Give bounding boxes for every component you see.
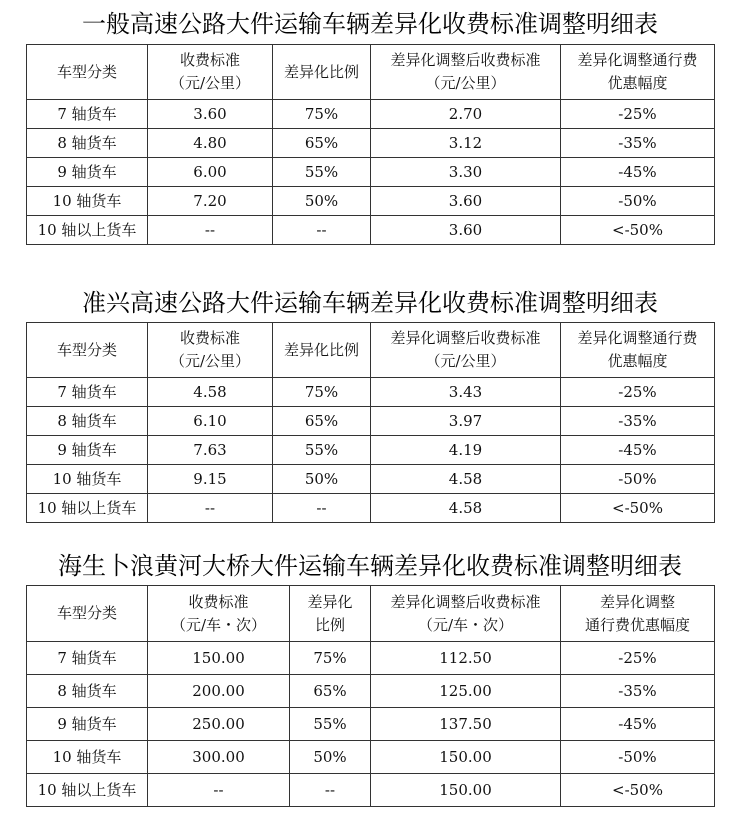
table-cell: 150.00 <box>148 642 290 675</box>
table-cell: 10 轴以上货车 <box>27 216 148 245</box>
table-cell: 7 轴货车 <box>27 100 148 129</box>
table-cell: 65% <box>290 675 371 708</box>
table-cell: 65% <box>273 129 371 158</box>
table-cell: 3.97 <box>371 407 561 436</box>
header-row <box>27 586 715 642</box>
table-cell: 3.30 <box>371 158 561 187</box>
table-cell: 300.00 <box>148 741 290 774</box>
table-cell: -- <box>273 216 371 245</box>
table-cell: -35% <box>561 407 715 436</box>
title-1: 一般高速公路大件运输车辆差异化收费标准调整明细表 <box>82 10 658 38</box>
title-3: 海生卜浪黄河大桥大件运输车辆差异化收费标准调整明细表 <box>58 552 682 580</box>
table-row <box>27 774 715 807</box>
table-cell: 55% <box>290 708 371 741</box>
table-cell: 9 轴货车 <box>27 158 148 187</box>
table-cell: -25% <box>561 378 715 407</box>
table-cell: 7.63 <box>148 436 273 465</box>
header-cell: 差异化调整后收费标准 （元/车・次） <box>371 586 561 642</box>
table-row <box>27 378 715 407</box>
header-cell: 差异化比例 <box>273 323 371 378</box>
header-cell: 差异化调整 通行费优惠幅度 <box>561 586 715 642</box>
table-row <box>27 494 715 523</box>
header-cell: 差异化比例 <box>273 45 371 100</box>
table-row <box>27 129 715 158</box>
table-cell: -50% <box>561 465 715 494</box>
title-2: 准兴高速公路大件运输车辆差异化收费标准调整明细表 <box>82 289 658 317</box>
header-cell: 车型分类 <box>27 45 148 100</box>
table-row <box>27 407 715 436</box>
header-cell: 差异化调整通行费 优惠幅度 <box>561 45 715 100</box>
table-cell: 4.19 <box>371 436 561 465</box>
table-cell: 4.58 <box>371 465 561 494</box>
table-cell: 55% <box>273 436 371 465</box>
table-cell: 250.00 <box>148 708 290 741</box>
table-cell: 3.60 <box>148 100 273 129</box>
table-cell: -25% <box>561 642 715 675</box>
header-cell: 收费标准 （元/公里） <box>148 45 273 100</box>
table-row <box>27 216 715 245</box>
table-cell: -35% <box>561 129 715 158</box>
table-cell: 50% <box>290 741 371 774</box>
table-row <box>27 100 715 129</box>
table-cell: 10 轴以上货车 <box>27 774 148 807</box>
table-cell: 50% <box>273 187 371 216</box>
header-row <box>27 323 715 378</box>
fee-table-1 <box>26 44 715 245</box>
table-cell: 8 轴货车 <box>27 129 148 158</box>
table-cell: -- <box>148 774 290 807</box>
table-cell: 3.43 <box>371 378 561 407</box>
table-cell: -25% <box>561 100 715 129</box>
table-cell: 55% <box>273 158 371 187</box>
table-cell: -45% <box>561 158 715 187</box>
table-cell: 6.10 <box>148 407 273 436</box>
table-cell: 10 轴以上货车 <box>27 494 148 523</box>
table-cell: -45% <box>561 436 715 465</box>
header-cell: 差异化 比例 <box>290 586 371 642</box>
table-cell: 7 轴货车 <box>27 378 148 407</box>
table-cell: 150.00 <box>371 774 561 807</box>
table-cell: 125.00 <box>371 675 561 708</box>
header-row <box>27 45 715 100</box>
table-row <box>27 158 715 187</box>
header-cell: 收费标准 （元/公里） <box>148 323 273 378</box>
table-cell: 4.58 <box>371 494 561 523</box>
header-cell: 车型分类 <box>27 586 148 642</box>
table-cell: -35% <box>561 675 715 708</box>
table-row <box>27 708 715 741</box>
header-cell: 差异化调整后收费标准 （元/公里） <box>371 45 561 100</box>
table-cell: 75% <box>273 378 371 407</box>
table-row <box>27 187 715 216</box>
table-cell: -- <box>290 774 371 807</box>
table-row <box>27 465 715 494</box>
table-cell: 10 轴货车 <box>27 187 148 216</box>
table-cell: 9.15 <box>148 465 273 494</box>
table-cell: 6.00 <box>148 158 273 187</box>
table-cell: 8 轴货车 <box>27 407 148 436</box>
table-cell: 3.12 <box>371 129 561 158</box>
table-cell: 75% <box>290 642 371 675</box>
table-row <box>27 436 715 465</box>
table-cell: 112.50 <box>371 642 561 675</box>
table-cell: -50% <box>561 741 715 774</box>
table-cell: -- <box>148 494 273 523</box>
table-row <box>27 642 715 675</box>
table-cell: -45% <box>561 708 715 741</box>
table-cell: 75% <box>273 100 371 129</box>
table-cell: 150.00 <box>371 741 561 774</box>
table-cell: 3.60 <box>371 187 561 216</box>
table-cell: 4.58 <box>148 378 273 407</box>
table-cell: 7 轴货车 <box>27 642 148 675</box>
header-cell: 差异化调整通行费 优惠幅度 <box>561 323 715 378</box>
table-cell: 9 轴货车 <box>27 708 148 741</box>
table-cell: -50% <box>561 187 715 216</box>
table-cell: 9 轴货车 <box>27 436 148 465</box>
table-cell: -- <box>148 216 273 245</box>
table-cell: 8 轴货车 <box>27 675 148 708</box>
table-cell: <-50% <box>561 774 715 807</box>
table-cell: 10 轴货车 <box>27 741 148 774</box>
table-cell: 65% <box>273 407 371 436</box>
table-cell: 2.70 <box>371 100 561 129</box>
table-cell: 10 轴货车 <box>27 465 148 494</box>
table-cell: <-50% <box>561 216 715 245</box>
table-cell: 7.20 <box>148 187 273 216</box>
fee-table-3 <box>26 585 715 807</box>
table-cell: -- <box>273 494 371 523</box>
header-cell: 收费标准 （元/车・次） <box>148 586 290 642</box>
table-cell: 4.80 <box>148 129 273 158</box>
header-cell: 车型分类 <box>27 323 148 378</box>
table-cell: 3.60 <box>371 216 561 245</box>
table-cell: 137.50 <box>371 708 561 741</box>
table-cell: <-50% <box>561 494 715 523</box>
header-cell: 差异化调整后收费标准 （元/公里） <box>371 323 561 378</box>
table-row <box>27 675 715 708</box>
table-cell: 50% <box>273 465 371 494</box>
table-cell: 200.00 <box>148 675 290 708</box>
fee-table-2 <box>26 322 715 523</box>
table-row <box>27 741 715 774</box>
